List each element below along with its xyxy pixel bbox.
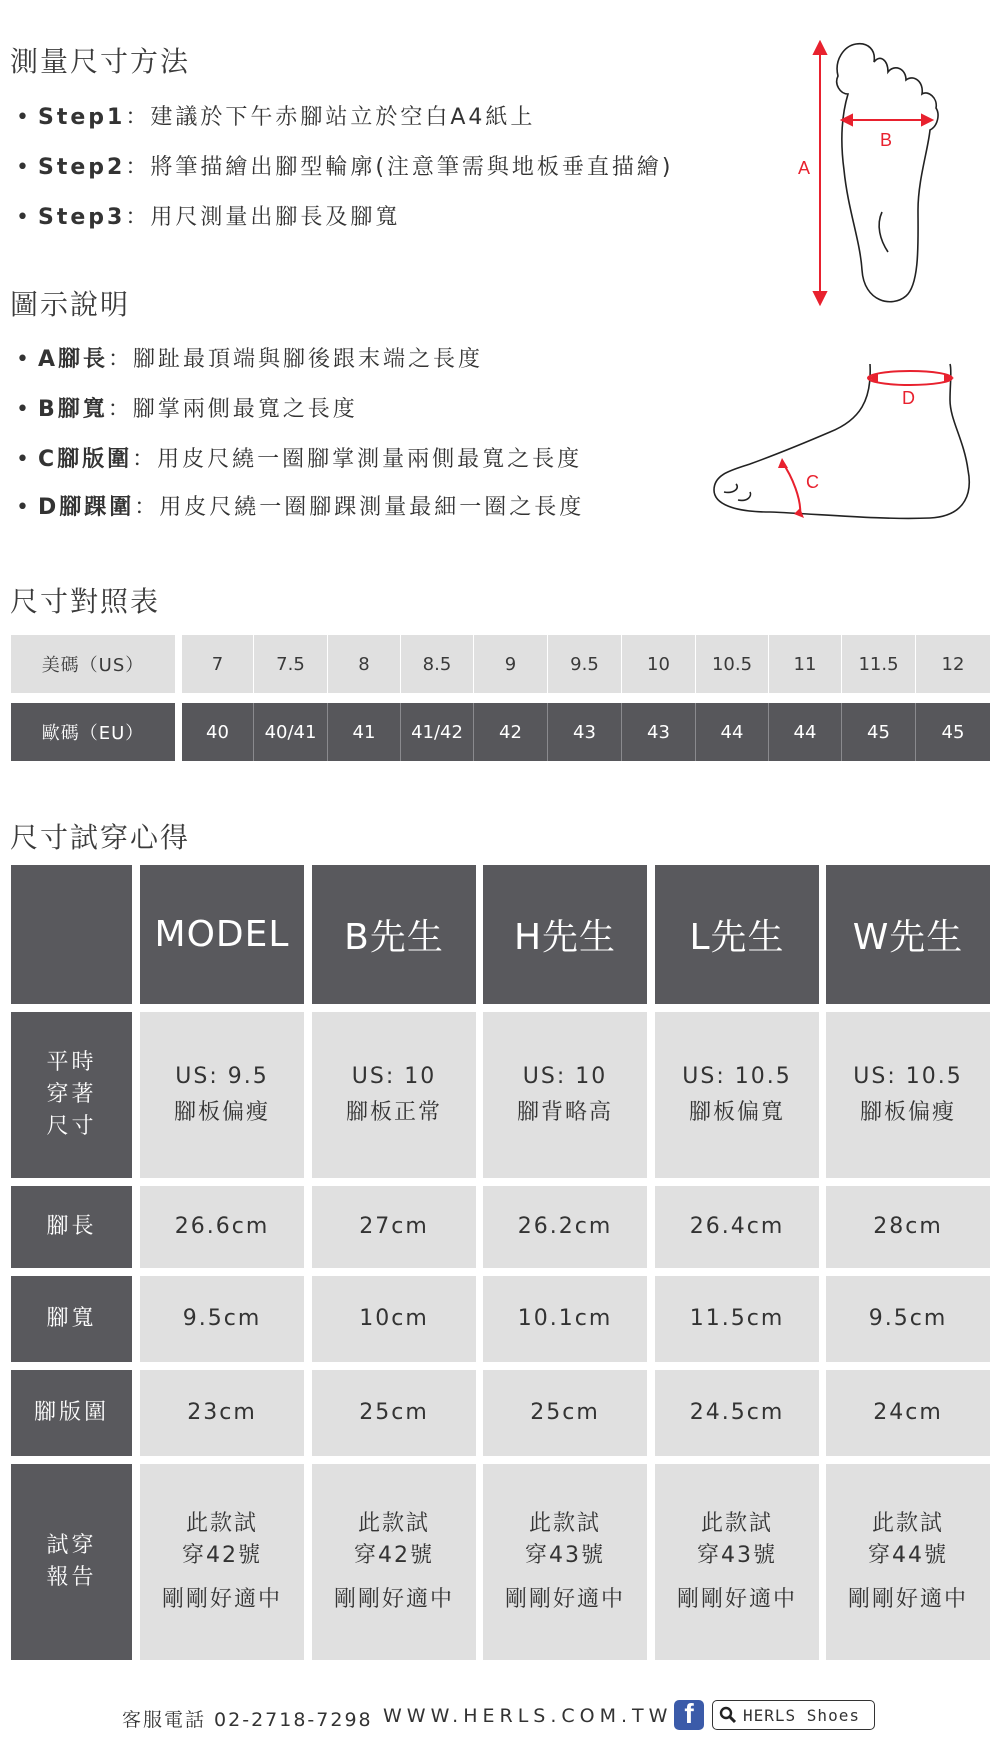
us-label: 美碼（US） — [11, 635, 175, 693]
eu-size-cell: 40/41 — [254, 703, 328, 761]
fit-header-model: MODEL — [140, 865, 304, 1004]
website-link[interactable]: WWW.HERLS.COM.TW — [383, 1705, 673, 1727]
fit-length-cell: 27cm — [312, 1186, 476, 1268]
fit-usual-cell: US: 9.5 腳板偏瘦 — [140, 1012, 304, 1178]
fit-rowlabel-usual: 平時 穿著 尺寸 — [11, 1012, 132, 1178]
label-c: C — [806, 472, 819, 492]
facebook-search-box[interactable] — [712, 1700, 875, 1730]
fit-girth-cell: 23cm — [140, 1370, 304, 1456]
fit-width-cell: 10cm — [312, 1276, 476, 1362]
fit-girth-cell: 25cm — [483, 1370, 647, 1456]
us-size-cell: 9 — [474, 635, 548, 693]
fit-report-cell: 此款試 穿43號 剛剛好適中 — [483, 1464, 647, 1660]
size-row-us — [11, 635, 965, 693]
fit-report-cell: 此款試 穿43號 剛剛好適中 — [655, 1464, 819, 1660]
fit-header-h: H先生 — [483, 865, 647, 1004]
legend-title: 圖示說明 — [10, 288, 131, 321]
customer-service-phone: 客服電話 02-2718-7298 — [122, 1709, 373, 1731]
facebook-icon[interactable]: f — [674, 1700, 704, 1730]
label-d: D — [902, 388, 915, 408]
eu-size-cell: 44 — [696, 703, 769, 761]
legend-item-d: • D腳踝圍：用皮尺繞一圈腳踝測量最細一圈之長度 — [16, 495, 585, 520]
legend-item-a: • A腳長：腳趾最頂端與腳後跟末端之長度 — [16, 347, 484, 372]
fit-girth-cell: 25cm — [312, 1370, 476, 1456]
measure-title: 測量尺寸方法 — [10, 45, 191, 78]
fit-width-cell: 10.1cm — [483, 1276, 647, 1362]
fit-girth-cell: 24cm — [826, 1370, 990, 1456]
us-size-cell: 10 — [622, 635, 696, 693]
fit-length-cell: 26.6cm — [140, 1186, 304, 1268]
legend-item-b: • B腳寬：腳掌兩側最寬之長度 — [16, 397, 358, 422]
us-size-cell: 12 — [916, 635, 990, 693]
fit-width-cell: 11.5cm — [655, 1276, 819, 1362]
us-size-cell: 7.5 — [254, 635, 328, 693]
fit-usual-cell: US: 10 腳板正常 — [312, 1012, 476, 1178]
eu-size-cell: 42 — [474, 703, 548, 761]
measure-step-2: • Step2：將筆描繪出腳型輪廓(注意筆需與地板垂直描繪) — [16, 155, 674, 180]
fit-length-cell: 28cm — [826, 1186, 990, 1268]
eu-size-cell: 44 — [769, 703, 842, 761]
fit-usual-cell: US: 10.5 腳板偏瘦 — [826, 1012, 990, 1178]
fit-header-l: L先生 — [655, 865, 819, 1004]
fit-width-cell: 9.5cm — [140, 1276, 304, 1362]
us-size-cell: 11 — [769, 635, 842, 693]
fit-header-w: W先生 — [826, 865, 990, 1004]
measure-step-3: • Step3：用尺測量出腳長及腳寬 — [16, 205, 401, 230]
eu-size-cell: 43 — [548, 703, 622, 761]
label-b: B — [880, 130, 893, 150]
us-size-cell: 8.5 — [401, 635, 474, 693]
us-size-cell: 8 — [328, 635, 401, 693]
eu-label: 歐碼（EU） — [11, 703, 175, 761]
fit-usual-cell: US: 10.5 腳板偏寬 — [655, 1012, 819, 1178]
legend-item-c: • C腳版圍：用皮尺繞一圈腳掌測量兩側最寬之長度 — [16, 447, 583, 472]
eu-size-cell: 40 — [182, 703, 254, 761]
fit-length-cell: 26.2cm — [483, 1186, 647, 1268]
fit-rowlabel-width: 腳寬 — [11, 1276, 132, 1362]
label-a: A — [798, 158, 811, 178]
eu-size-cell: 45 — [842, 703, 916, 761]
fit-rowlabel-report: 試穿 報告 — [11, 1464, 132, 1660]
fit-girth-cell: 24.5cm — [655, 1370, 819, 1456]
eu-size-cell: 43 — [622, 703, 696, 761]
size-chart-title: 尺寸對照表 — [10, 585, 161, 618]
fit-width-cell: 9.5cm — [826, 1276, 990, 1362]
fit-rowlabel-girth: 腳版圍 — [11, 1370, 132, 1456]
facebook-search-text: HERLS Shoes — [743, 1705, 860, 1725]
us-size-cell: 7 — [182, 635, 254, 693]
foot-side-diagram — [710, 360, 980, 530]
search-icon — [719, 1706, 737, 1724]
fit-rowlabel-length: 腳長 — [11, 1186, 132, 1268]
eu-size-cell: 41 — [328, 703, 401, 761]
measure-step-1: • Step1：建議於下午赤腳站立於空白A4紙上 — [16, 105, 536, 130]
fit-report-cell: 此款試 穿42號 剛剛好適中 — [312, 1464, 476, 1660]
fit-title: 尺寸試穿心得 — [10, 821, 191, 854]
fit-header-b: B先生 — [312, 865, 476, 1004]
fit-report-cell: 此款試 穿44號 剛剛好適中 — [826, 1464, 990, 1660]
fit-report-cell: 此款試 穿42號 剛剛好適中 — [140, 1464, 304, 1660]
us-size-cell: 11.5 — [842, 635, 916, 693]
fit-header-corner — [11, 865, 132, 1004]
size-row-eu — [11, 703, 965, 761]
eu-size-cell: 41/42 — [401, 703, 474, 761]
footer — [0, 1697, 1000, 1737]
us-size-cell: 9.5 — [548, 635, 622, 693]
foot-top-diagram — [790, 40, 970, 310]
eu-size-cell: 45 — [916, 703, 990, 761]
fit-length-cell: 26.4cm — [655, 1186, 819, 1268]
fit-usual-cell: US: 10 腳背略高 — [483, 1012, 647, 1178]
us-size-cell: 10.5 — [696, 635, 769, 693]
